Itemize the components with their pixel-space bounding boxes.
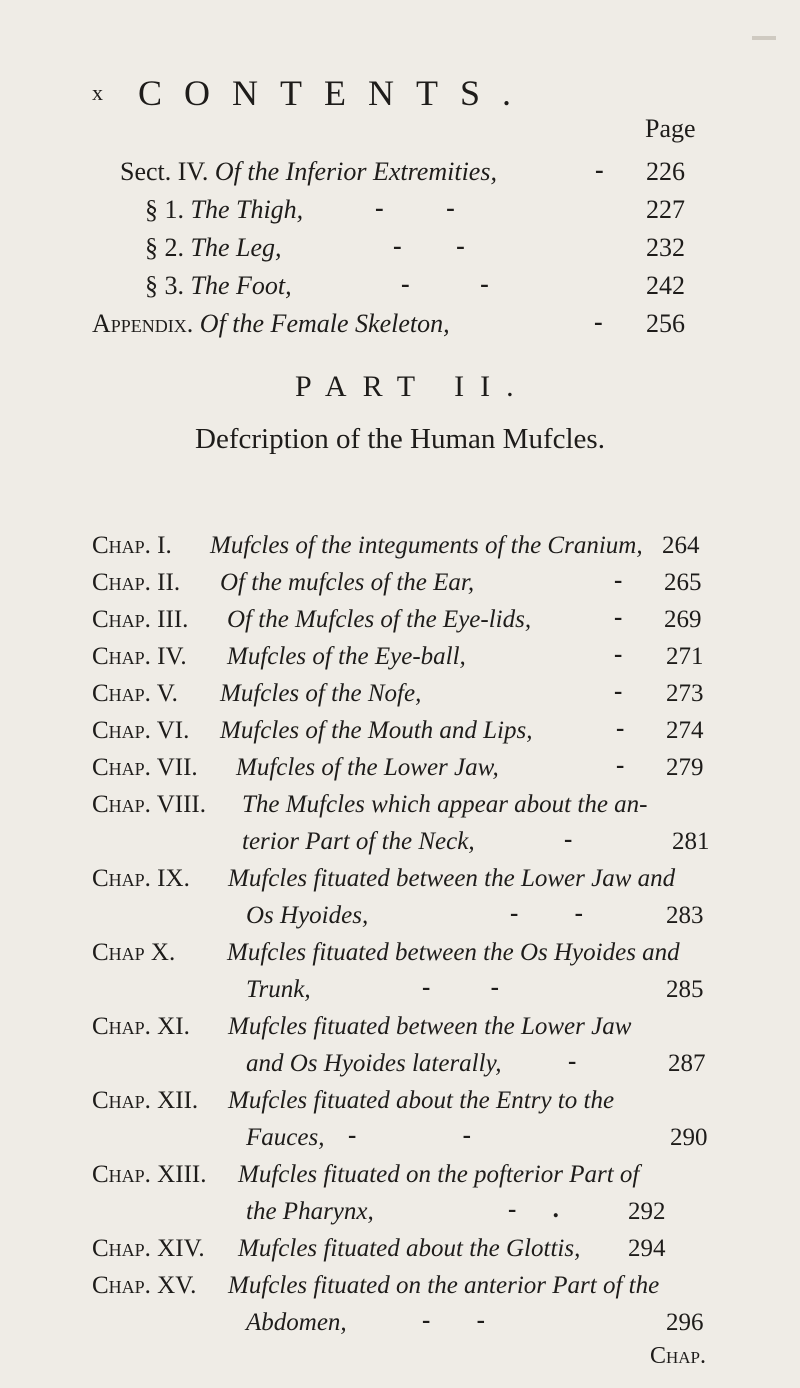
- chapter-title: Of the mufcles of the Ear,: [220, 569, 475, 596]
- chapter-title-cont: the Pharynx,: [246, 1198, 374, 1225]
- chapter-entry: [92, 791, 712, 861]
- entry-label: Sect. IV.: [120, 157, 215, 186]
- chapter-page: 283: [666, 902, 704, 929]
- leader-dash: - -: [375, 193, 455, 222]
- chapter-page: 281: [672, 828, 710, 855]
- chapter-title-cont: Fauces,: [246, 1124, 325, 1151]
- chapter-entry: [92, 1161, 712, 1231]
- toc-entry: [120, 155, 685, 187]
- leader-dash: -: [614, 641, 623, 668]
- chapter-title-cont: Os Hyoides,: [246, 902, 369, 929]
- entry-page: 256: [646, 309, 685, 338]
- leader-dash: -: [614, 604, 623, 631]
- chapter-number: Chap. XII.: [92, 1087, 199, 1114]
- chapter-number: Chap. IV.: [92, 643, 187, 670]
- chapter-page: 285: [666, 976, 704, 1003]
- toc-entry: [145, 231, 685, 263]
- chapter-number: Chap X.: [92, 939, 176, 966]
- entry-title: The Leg,: [190, 233, 282, 262]
- chapter-entry: [92, 1013, 712, 1083]
- entry-page: 232: [646, 233, 685, 262]
- chapter-number: Chap. VII.: [92, 754, 198, 781]
- leader-dash: -: [595, 155, 604, 184]
- entry-title: The Foot,: [190, 271, 292, 300]
- chapter-title: Mufcles of the Nofe,: [220, 680, 422, 707]
- leader-dash: - -: [510, 900, 583, 927]
- chapter-number: Chap. IX.: [92, 865, 190, 892]
- chapter-entry: [92, 1087, 712, 1157]
- paper-blemish: [752, 36, 776, 40]
- chapter-title: Mufcles of the integuments of the Cranium,: [210, 532, 643, 559]
- chapter-title: Mufcles fituated on the pofterior Part of: [238, 1161, 640, 1188]
- entry-title: Of the Female Skeleton,: [199, 309, 450, 338]
- chapter-entry: [92, 1272, 712, 1342]
- chapter-title: Mufcles fituated between the Lower Jaw: [228, 1013, 632, 1040]
- entry-page: 227: [646, 195, 685, 224]
- chapter-page: 279: [666, 754, 704, 781]
- chapter-page: 290: [670, 1124, 708, 1151]
- chapter-page: 265: [664, 569, 702, 596]
- chapter-title-cont: and Os Hyoides laterally,: [246, 1050, 502, 1077]
- leader-dash: - .: [508, 1196, 559, 1223]
- chapter-title-cont: Trunk,: [246, 976, 311, 1003]
- leader-dash: -: [564, 826, 573, 853]
- entry-label: § 2.: [145, 233, 191, 262]
- toc-entry: [145, 269, 685, 301]
- chapter-title: Mufcles fituated about the Glottis,: [238, 1235, 581, 1262]
- entry-title: Of the Inferior Extremities,: [214, 157, 497, 186]
- chapter-page: 269: [664, 606, 702, 633]
- catchword: Chap.: [650, 1343, 707, 1369]
- leader-dash: -: [616, 715, 625, 742]
- leader-dash: -: [568, 1048, 577, 1075]
- leader-dash: -: [594, 307, 603, 336]
- chapter-number: Chap. XV.: [92, 1272, 197, 1299]
- chapter-number: Chap. III.: [92, 606, 189, 633]
- part-heading: PART II.: [295, 370, 530, 403]
- chapter-title: Mufcles fituated on the anterior Part of the: [228, 1272, 660, 1299]
- chapter-title-cont: terior Part of the Neck,: [242, 828, 475, 855]
- chapter-number: Chap. VI.: [92, 717, 190, 744]
- signature-mark: x: [92, 80, 103, 105]
- leader-dash: - -: [401, 269, 489, 298]
- chapter-page: 264: [662, 532, 700, 559]
- chapter-title: Mufcles fituated between the Lower Jaw and: [228, 865, 676, 892]
- chapter-number: Chap. XIV.: [92, 1235, 205, 1262]
- leader-dash: - -: [348, 1122, 471, 1149]
- entry-page: 226: [646, 157, 685, 186]
- chapter-page: 287: [668, 1050, 706, 1077]
- chapter-page: 273: [666, 680, 704, 707]
- toc-entry: [92, 307, 685, 339]
- chapter-number: Chap. VIII.: [92, 791, 207, 818]
- chapter-title: Mufcles of the Mouth and Lips,: [220, 717, 533, 744]
- chapter-title: Of the Mufcles of the Eye-lids,: [227, 606, 532, 633]
- leader-dash: - -: [422, 1307, 485, 1334]
- page-header: [92, 72, 652, 112]
- leader-dash: -: [614, 567, 623, 594]
- chapter-title: Mufcles of the Lower Jaw,: [236, 754, 499, 781]
- page-column-label: Page: [645, 114, 696, 143]
- chapter-page: 294: [628, 1235, 666, 1262]
- chapter-number: Chap. XI.: [92, 1013, 190, 1040]
- chapter-title: The Mufcles which appear about the an-: [242, 791, 648, 818]
- chapter-entry: [92, 865, 712, 935]
- chapter-title: Mufcles of the Eye-ball,: [227, 643, 466, 670]
- chapter-entry: [92, 939, 712, 1009]
- chapter-page: 271: [666, 643, 704, 670]
- leader-dash: -: [616, 752, 625, 779]
- chapter-page: 292: [628, 1198, 666, 1225]
- chapter-number: Chap. V.: [92, 680, 178, 707]
- entry-label: Appendix.: [92, 309, 200, 338]
- chapter-title-cont: Abdomen,: [246, 1309, 347, 1336]
- chapter-number: Chap. I.: [92, 532, 172, 559]
- entry-title: The Thigh,: [190, 195, 304, 224]
- toc-entry: [145, 193, 685, 225]
- chapter-title: Mufcles fituated about the Entry to the: [228, 1087, 615, 1114]
- page-title: CONTENTS.: [138, 73, 533, 113]
- chapter-title: Mufcles fituated between the Os Hyoides and: [227, 939, 680, 966]
- chapter-number: Chap. II.: [92, 569, 181, 596]
- entry-label: § 1.: [145, 195, 191, 224]
- leader-dash: - -: [393, 231, 465, 260]
- part-subheading: Defcription of the Human Mufcles.: [195, 423, 605, 455]
- chapter-number: Chap. XIII.: [92, 1161, 207, 1188]
- chapter-page: 274: [666, 717, 704, 744]
- leader-dash: -: [614, 678, 623, 705]
- entry-label: § 3.: [145, 271, 191, 300]
- leader-dash: - -: [422, 974, 499, 1001]
- entry-page: 242: [646, 271, 685, 300]
- chapter-page: 296: [666, 1309, 704, 1336]
